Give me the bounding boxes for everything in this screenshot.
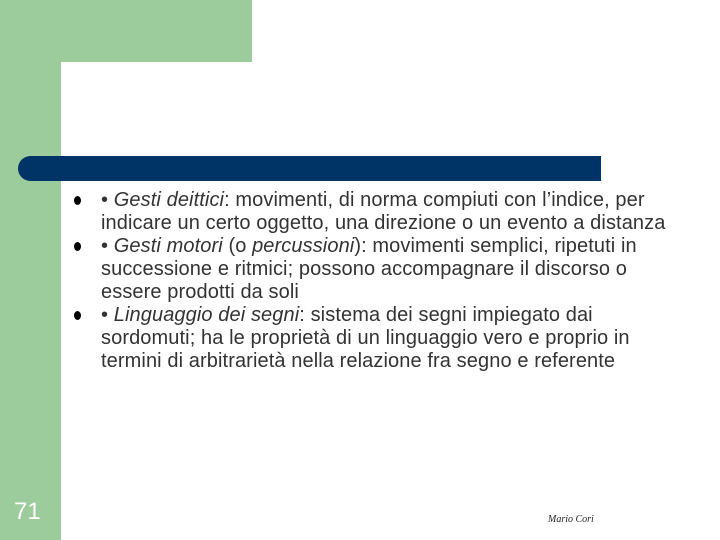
green-left-band [0, 0, 61, 540]
footer-author: Mario Cori [548, 514, 594, 525]
rounded-corner [61, 62, 121, 122]
bullet-dot-icon [74, 196, 81, 205]
bullet-text: • Gesti deittici: movimenti, di norma compiuti con l’indice, per indicare un certo oggetto, una direzione o un evento a distanza [101, 189, 666, 234]
bullet-text: • Linguaggio dei segni: sistema dei segni impiegato dai sordomuti; ha le proprietà di un linguaggio vero e proprio in termini di arbitrarietà nella relazione fra segno e referente [101, 304, 630, 372]
title-bar [18, 156, 601, 181]
page-number: 71 [14, 498, 41, 525]
bullet-text: • Gesti motori (o percussioni): movimenti semplici, ripetuti in successione e ritmici; possono accompagnare il discorso o essere prodotti da soli [101, 235, 637, 303]
bullet-dot-icon [74, 311, 81, 320]
bullet-item [74, 304, 674, 373]
bullet-dot-icon [74, 242, 81, 251]
bullet-item [74, 235, 674, 304]
bullet-item [74, 189, 674, 235]
bullet-list [74, 189, 674, 373]
